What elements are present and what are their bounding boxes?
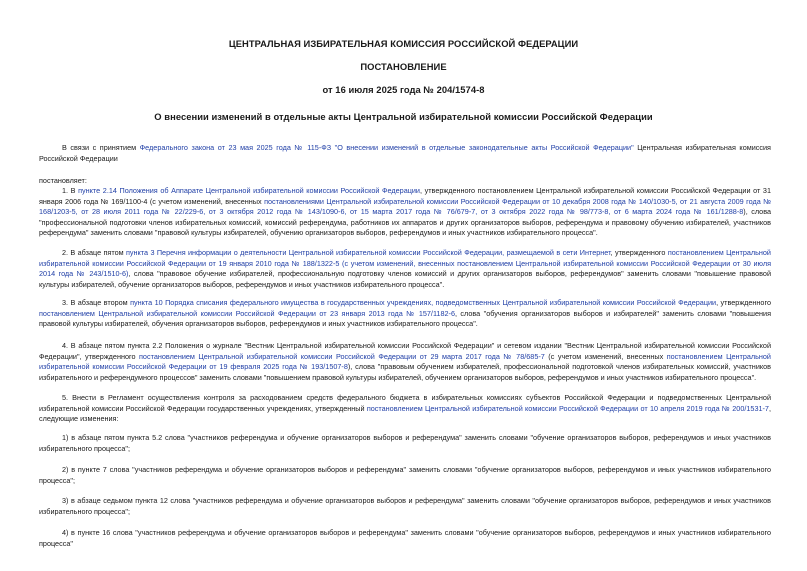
clause-2-text-mid: , утвержденного [610,248,668,257]
document-date-number: от 16 июля 2025 года № 204/1574-8 [322,84,485,95]
clause-1 [39,186,771,239]
clause-3 [39,298,771,330]
resolves-label: постановляет: [39,176,87,185]
clause-5-link-resolution[interactable]: постановлением Центральной избирательной комиссии Российской Федерации от 10 апреля 2019 года № 200/1531-7 [366,403,769,413]
preamble-paragraph [39,143,771,164]
clause-5-text-end: , следующие изменения: [39,403,771,424]
clause-4-text-end: ), слова "правовым обучением избирателей, профессиональной подготовкой членов избирательных комиссий, участников избирательного и референдумного процессов" заменить словами "повышением правовой культуры избирателей, обучением организаторов выборов, референдумов и иных участников избирательного процесса". [39,362,772,382]
clause-5-item-3: 3) в абзаце седьмом пункта 12 слова "участников референдума и обучение организаторов выборов и референдума" заменить словами "обучение организаторов выборов, референдумов и иных участников избирательного процесса"; [39,496,771,516]
clause-4-text-mid: (с учетом изменений, внесенных [544,351,667,361]
clause-5 [39,393,771,425]
issuing-authority: ЦЕНТРАЛЬНАЯ ИЗБИРАТЕЛЬНАЯ КОМИССИЯ РОССИЙСКОЙ ФЕДЕРАЦИИ [228,38,579,49]
clause-5-text: 5. Внести в Регламент осуществления контроля за расходованием средств федерального бюджета в избирательных комиссиях субъектов Российской Федерации и подведомственных Центральной избирательной комиссии Российской Федерации государственных учреждениях, утвержденный [39,393,771,413]
clause-1-text-mid: , утвержденного постановлением Центральной избирательной комиссии Российской Федерации от 31 января 2006 года № 169/1100-4 (с учетом изменений, внесенных [39,186,771,206]
clause-3-link-procedure[interactable]: пункта 10 Порядка списания федерального имущества в государственных учреждениях, подведомственных Центральной избирательной комиссии Российской Федерации [130,298,717,307]
preamble-text-end: Центральная избирательная комиссия Российской Федерации [39,143,771,163]
clause-4-link-resolution-2025[interactable]: постановлением Центральной избирательной комиссии Российской Федерации от 19 февраля 2025 года № 193/1507-8 [39,351,771,372]
clause-2-text-end: , слова "правовое обучение избирателей, профессиональную подготовку членов комиссий и других организаторов выборов, референдумов" заменить словами "повышение правовой культуры избирателей, обучение организаторов выборов, референдумов и иных участников избирательного процесса". [39,269,771,289]
clause-4-link-resolution-2017[interactable]: постановлением Центральной избирательной комиссии Российской Федерации от 29 марта 2017 года № 78/685-7 [139,351,545,361]
document-type: ПОСТАНОВЛЕНИЕ [360,61,447,72]
clause-1-text: 1. В [62,186,79,195]
clause-3-text-mid: , утвержденного [716,298,771,307]
federal-law-link[interactable]: Федерального закона от 23 мая 2025 года № 115-ФЗ "О внесении изменений в отдельные законодательные акты Российской Федерации" [139,143,634,152]
preamble-text: В связи с принятием [62,143,140,152]
clause-2 [39,248,771,290]
clause-1-link-provision[interactable]: пункте 2.14 Положения об Аппарате Центральной избирательной комиссии Российской Федерации [78,186,420,195]
clause-1-link-resolutions[interactable]: постановлениями Центральной избирательной комиссии Российской Федерации от 10 декабря 2008 года № 140/1030-5, от 21 августа 2009 года № 168/1203-5, от 28 июля 2011 года № 22/229-6, от 3 октября 2012 года № 143/1090-6, от 15 марта 2017 года № 76/679-7, от 3 октября 2022 года № 98/773-8, от 6 марта 2024 года № 161/1288-8 [39,196,771,217]
clause-5-item-1: 1) в абзаце пятом пункта 5.2 слова "участников референдума и обучение организаторов выборов и референдума" заменить словами "обучение организаторов выборов, референдумов и иных участников избирательного процесса"; [39,433,771,453]
clause-3-text: 3. В абзаце втором [62,298,131,307]
clause-4 [39,341,771,383]
clause-5-item-4: 4) в пункте 16 слова "участников референдума и обучение организаторов выборов и референдума" заменить словами "обучение организаторов выборов, референдумов и иных участников избирательного процесса" [39,528,771,548]
clause-1-text-end: ), слова "профессиональной подготовки членов избирательных комиссий, комиссий референдума, работников их аппаратов и других организаторов выборов, референдума и правовому обучению избирателей, участников референдума" заменить словами "правовой культуры избирателей, обучению организаторов выборов, референдумов и иных участников избирательного процесса". [39,207,772,238]
clause-5-item-2: 2) в пункте 7 слова "участников референдума и обучение организаторов выборов и референдума" заменить словами "обучение организаторов выборов, референдумов и иных участников избирательного процесса"; [39,465,771,485]
clause-2-text: 2. В абзаце пятом [62,248,126,257]
clause-2-link-list[interactable]: пункта 3 Перечня информации о деятельности Центральной избирательной комиссии Российской Федерации, размещаемой в сети Интернет [125,248,611,257]
document-title: О внесении изменений в отдельные акты Центральной избирательной комиссии Российской Федерации [154,111,653,122]
clause-2-link-resolution[interactable]: постановлением Центральной избирательной комиссии Российской Федерации от 19 января 2010 года № 188/1322-5 (с учетом изменений, внесенных постановлением Центральной избирательной комиссии Российской Федерации от 30 июля 2014 года № 243/1510-6) [39,248,771,279]
clause-3-link-resolution[interactable]: постановлением Центральной избирательной комиссии Российской Федерации от 23 января 2013 года № 157/1182-6 [39,308,455,318]
clause-4-text: 4. В абзаце пятом пункта 2.2 Положения о журнале "Вестник Центральной избирательной комиссии Российской Федерации" и сетевом издании "Вестник Центральной избирательной комиссии Российской Федерации", утвержденного [39,341,771,361]
clause-3-text-end: , слова "обучения организаторов выборов и избирателей" заменить словами "повышения правовой культуры избирателей, обучения организаторов выборов, референдумов и иных участников избирательного процесса". [39,308,771,329]
